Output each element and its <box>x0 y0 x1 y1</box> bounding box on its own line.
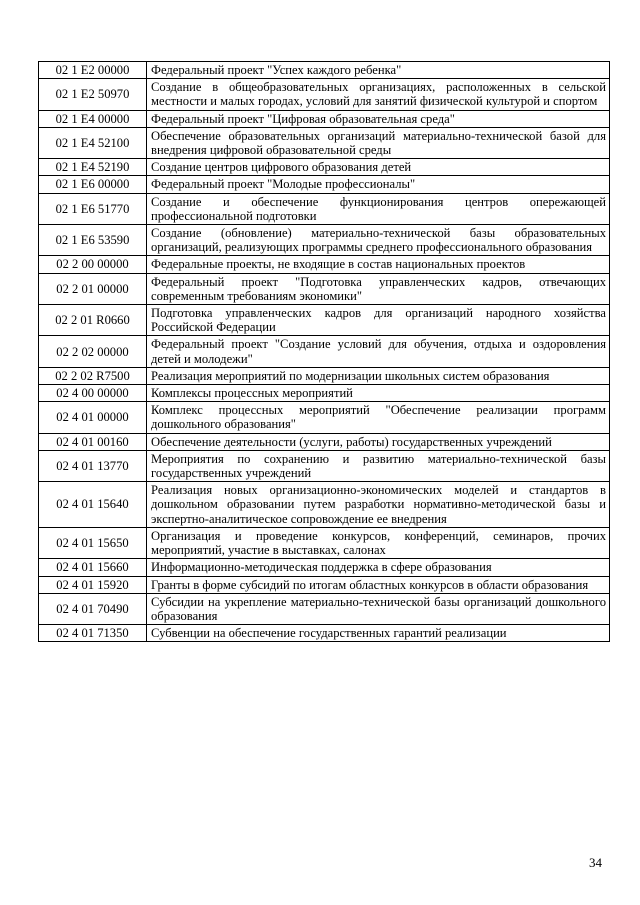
table-row <box>39 110 610 127</box>
table-row <box>39 336 610 367</box>
table-row <box>39 127 610 158</box>
table-row <box>39 450 610 481</box>
row-description: Реализация новых организационно-экономических моделей и стандартов в дошкольном образовании путем разработки нормативно-методической базы и экспертно-аналитическое сопровождение ее внедрения <box>147 482 610 528</box>
page-number: 34 <box>589 855 602 870</box>
row-code: 02 1 E2 50970 <box>39 79 147 110</box>
table-row <box>39 193 610 224</box>
row-code: 02 2 02 R7500 <box>39 367 147 384</box>
row-description: Субсидии на укрепление материально-технической базы организаций дошкольного образования <box>147 593 610 624</box>
table-row <box>39 225 610 256</box>
table-row <box>39 62 610 79</box>
row-description: Федеральный проект "Цифровая образовательная среда" <box>147 110 610 127</box>
table-row <box>39 593 610 624</box>
row-description: Федеральный проект "Успех каждого ребенка" <box>147 62 610 79</box>
table-row <box>39 385 610 402</box>
table-row <box>39 559 610 576</box>
row-description: Организация и проведение конкурсов, конференций, семинаров, прочих мероприятий, участие в выставках, салонах <box>147 527 610 558</box>
row-description: Информационно-методическая поддержка в сфере образования <box>147 559 610 576</box>
row-description: Федеральный проект "Молодые профессионалы" <box>147 176 610 193</box>
row-description: Создание центров цифрового образования детей <box>147 159 610 176</box>
row-code: 02 1 E4 00000 <box>39 110 147 127</box>
row-description: Подготовка управленческих кадров для организаций народного хозяйства Российской Федерации <box>147 305 610 336</box>
row-code: 02 2 01 R0660 <box>39 305 147 336</box>
table-row <box>39 576 610 593</box>
classification-table <box>38 61 610 642</box>
row-description: Мероприятия по сохранению и развитию материально-технической базы государственных учреждений <box>147 450 610 481</box>
row-code: 02 4 01 15650 <box>39 527 147 558</box>
table-row <box>39 625 610 642</box>
row-code: 02 1 E6 00000 <box>39 176 147 193</box>
row-code: 02 2 00 00000 <box>39 256 147 273</box>
row-description: Гранты в форме субсидий по итогам областных конкурсов в области образования <box>147 576 610 593</box>
table-row <box>39 256 610 273</box>
table-row <box>39 273 610 304</box>
row-code: 02 4 01 15640 <box>39 482 147 528</box>
table-row <box>39 482 610 528</box>
row-code: 02 4 01 70490 <box>39 593 147 624</box>
row-code: 02 4 01 15660 <box>39 559 147 576</box>
table-row <box>39 367 610 384</box>
row-code: 02 1 E4 52100 <box>39 127 147 158</box>
row-description: Субвенции на обеспечение государственных гарантий реализации <box>147 625 610 642</box>
row-code: 02 1 E4 52190 <box>39 159 147 176</box>
table-row <box>39 79 610 110</box>
row-code: 02 4 01 15920 <box>39 576 147 593</box>
row-description: Реализация мероприятий по модернизации школьных систем образования <box>147 367 610 384</box>
row-code: 02 4 01 13770 <box>39 450 147 481</box>
row-code: 02 4 01 00160 <box>39 433 147 450</box>
table-row <box>39 402 610 433</box>
row-code: 02 1 E6 51770 <box>39 193 147 224</box>
row-code: 02 4 01 00000 <box>39 402 147 433</box>
table-row <box>39 305 610 336</box>
row-code: 02 2 02 00000 <box>39 336 147 367</box>
table-row <box>39 433 610 450</box>
row-description: Федеральные проекты, не входящие в состав национальных проектов <box>147 256 610 273</box>
row-description: Создание и обеспечение функционирования центров опережающей профессиональной подготовки <box>147 193 610 224</box>
row-description: Создание (обновление) материально-технической базы образовательных организаций, реализующих программы среднего профессионального образования <box>147 225 610 256</box>
row-description: Обеспечение образовательных организаций материально-технической базой для внедрения цифровой образовательной среды <box>147 127 610 158</box>
table-row <box>39 176 610 193</box>
table-row <box>39 527 610 558</box>
classification-table-body <box>39 62 610 642</box>
row-code: 02 2 01 00000 <box>39 273 147 304</box>
row-description: Создание в общеобразовательных организациях, расположенных в сельской местности и малых городах, условий для занятий физической культурой и спортом <box>147 79 610 110</box>
row-description: Обеспечение деятельности (услуги, работы) государственных учреждений <box>147 433 610 450</box>
row-code: 02 1 E2 00000 <box>39 62 147 79</box>
row-code: 02 4 00 00000 <box>39 385 147 402</box>
row-description: Федеральный проект "Создание условий для обучения, отдыха и оздоровления детей и молодежи" <box>147 336 610 367</box>
row-description: Комплекс процессных мероприятий "Обеспечение реализации программ дошкольного образования" <box>147 402 610 433</box>
row-code: 02 1 E6 53590 <box>39 225 147 256</box>
row-code: 02 4 01 71350 <box>39 625 147 642</box>
row-description: Комплексы процессных мероприятий <box>147 385 610 402</box>
row-description: Федеральный проект "Подготовка управленческих кадров, отвечающих современным требованиям экономики" <box>147 273 610 304</box>
table-row <box>39 159 610 176</box>
